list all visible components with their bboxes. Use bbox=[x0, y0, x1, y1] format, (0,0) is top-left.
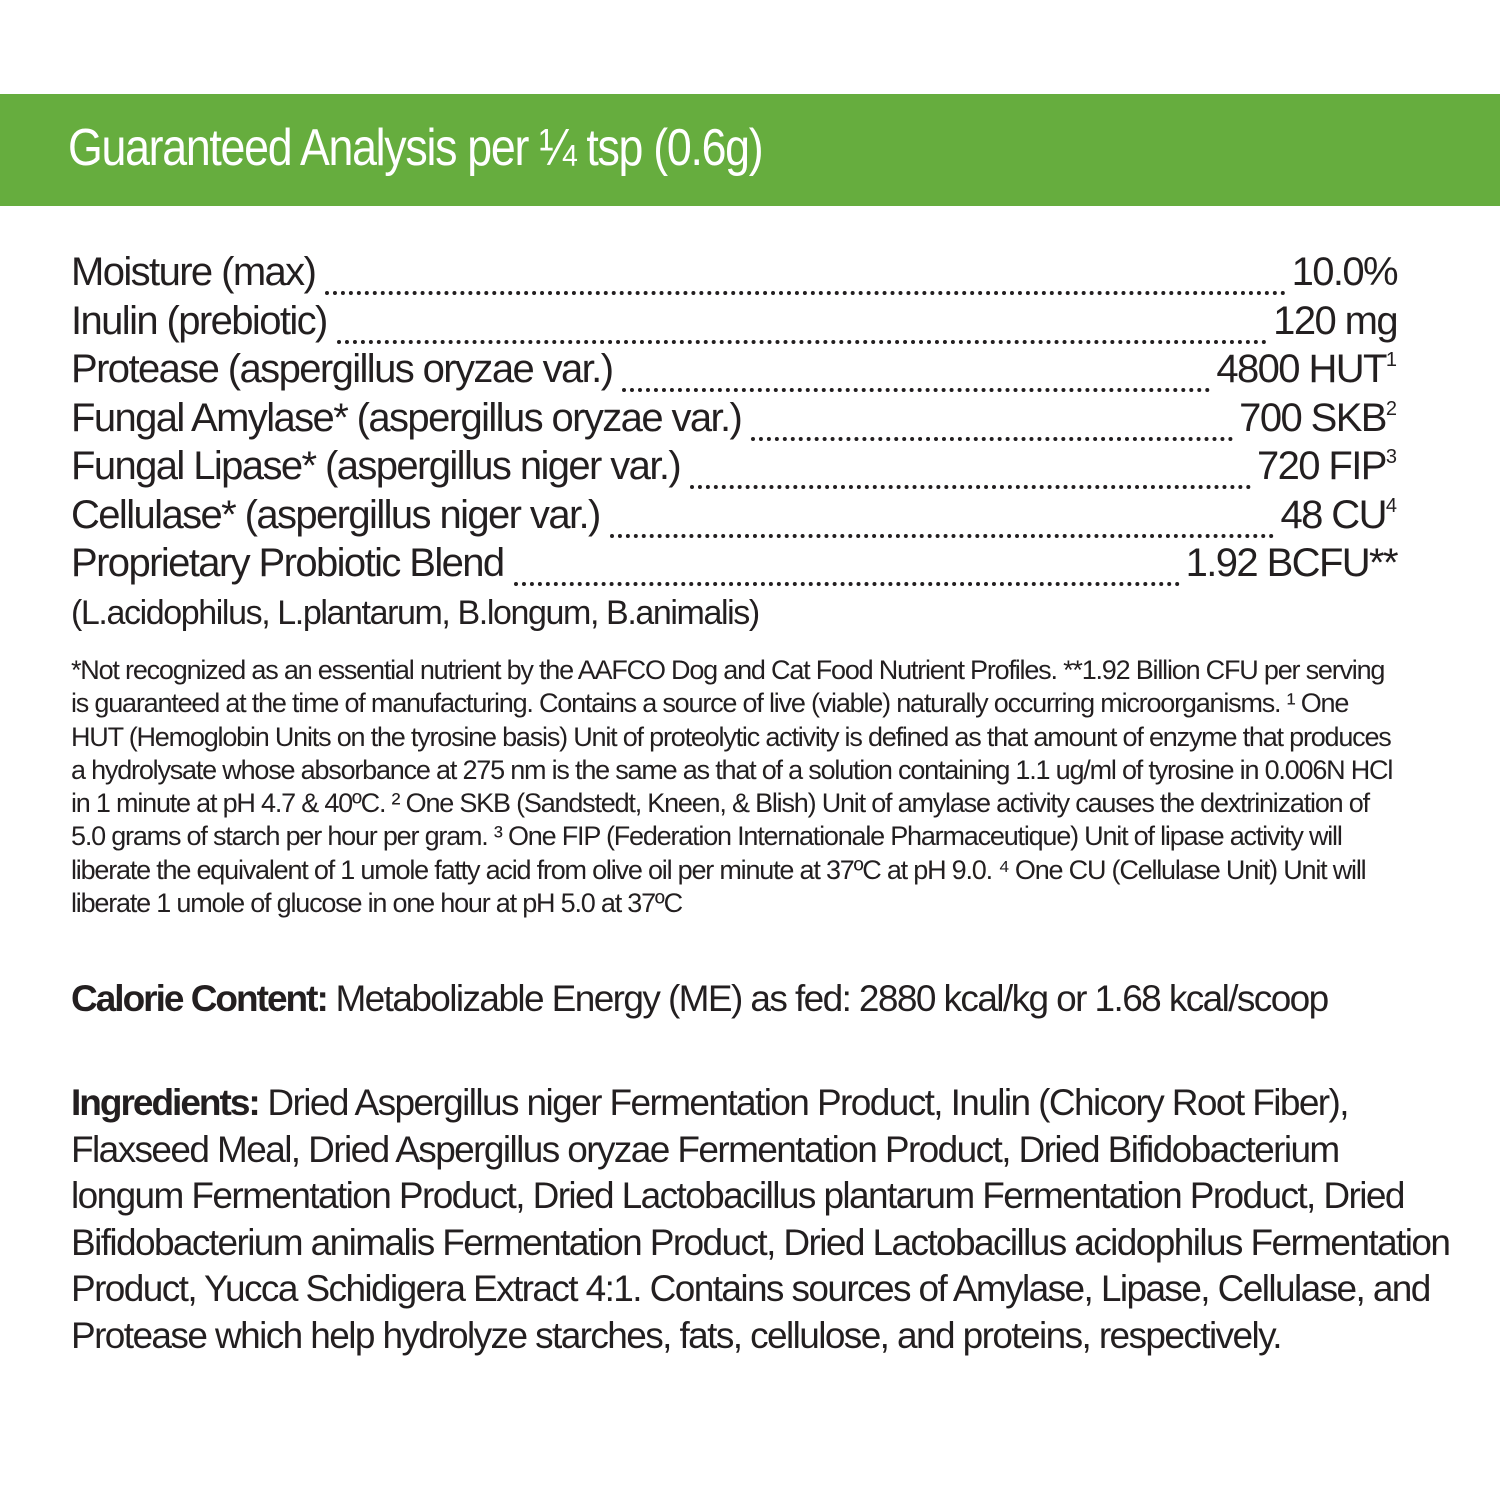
row-value: 4800 HUT$^1$ bbox=[1216, 347, 1397, 391]
row-label: Proprietary Probiotic Blend bbox=[71, 541, 504, 585]
row-value: 48 $CU^4$ bbox=[1280, 492, 1397, 537]
analysis-row bbox=[71, 396, 1397, 445]
dot-leader bbox=[622, 348, 1210, 392]
row-label: Protease (aspergillus oryzae var.) bbox=[71, 347, 613, 391]
analysis-table bbox=[71, 250, 1397, 636]
row-value: 720 FIP$^3$ bbox=[1256, 444, 1397, 488]
dot-leader bbox=[325, 251, 1285, 295]
dot-leader bbox=[514, 542, 1180, 586]
calorie-text: Metabolizable Energy (ME) as fed: 2880 kcal/kg or 1.68 kcal/scoop bbox=[326, 978, 1328, 1019]
footnote-text: *Not recognized as an essential nutrient by the AAFCO Dog and Cat Food Nutrient Profiles. **1.92 Billion CFU per serving is guaranteed at the time of manufacturing. Contains a source of live (viable) naturally occurring microorganisms. ¹ One HUT (Hemoglobin Units on the tyrosine basis) Unit of proteolytic activity is defined as that amount of enzyme that produces a hydrolysate whose absorbance at 275 nm is the same as that of a solution containing 1.1 ug/ml of tyrosine in 0.006N HCl in 1 minute at pH 4.7 & 40ºC. ² One SKB (Sandstedt, Kneen, & Blish) Unit of amylase activity causes the dextrinization of 5.0 grams of starch per hour per gram. ³ One FIP (Federation Internationale Pharmaceutique) Unit of lipase activity will liberate the equivalent of 1 umole fatty acid from olive oil per minute at 37ºC at pH 9.0. ⁴ One CU (Cellulase Unit) Unit will liberate 1 umole of glucose in one hour at pH 5.0 at 37ºC bbox=[71, 655, 1393, 919]
analysis-row bbox=[71, 493, 1397, 542]
row-value: 10.0% bbox=[1291, 250, 1397, 294]
row-label: Moisture (max) bbox=[71, 250, 316, 294]
dot-leader bbox=[690, 445, 1251, 489]
calorie-content bbox=[71, 978, 1451, 1020]
analysis-row bbox=[71, 250, 1397, 299]
row-value: 120 mg bbox=[1273, 298, 1397, 343]
dot-leader bbox=[751, 397, 1233, 441]
dot-leader bbox=[610, 494, 1275, 538]
calorie-label: Calorie Content: bbox=[71, 978, 327, 1019]
row-label: Inulin (prebiotic) bbox=[71, 298, 327, 343]
ingredients-text: Dried Aspergillus niger Fermentation Product, Inulin (Chicory Root Fiber), Flaxseed Meal, Dried Aspergillus oryzae Fermentation Product, Dried Bifidobacterium longum Fermentation Product, Dried Lactobacillus plantarum Fermentation Product, Dried Bifidobacterium animalis Fermentation Product, Dried Lactobacillus acidophilus Fermentation Product, Yucca Schidigera Extract 4:1. Contains sources of Amylase, Lipase, Cellulase, and Protease which help hydrolyze starches, fats, cellulose, and proteins, respectively. bbox=[71, 1082, 1450, 1356]
dot-leader bbox=[337, 300, 1267, 344]
row-value: 700 SKB$^2$ bbox=[1239, 395, 1397, 440]
row-label: Fungal Lipase* (aspergillus niger var.) bbox=[71, 444, 681, 488]
page-title: Guaranteed Analysis per ¼ tsp (0.6g) bbox=[68, 119, 763, 177]
row-value: 1.92 BCFU** bbox=[1185, 541, 1397, 585]
analysis-row bbox=[71, 347, 1397, 396]
analysis-row bbox=[71, 444, 1397, 493]
ingredients-list bbox=[71, 1080, 1451, 1359]
row-label: Fungal Amylase* (aspergillus oryzae var.) bbox=[71, 395, 742, 440]
header-banner bbox=[0, 94, 1500, 206]
ingredients-label: Ingredients: bbox=[71, 1082, 259, 1123]
analysis-row bbox=[71, 299, 1397, 348]
analysis-row bbox=[71, 541, 1397, 590]
blend-detail: (L.acidophilus, L.plantarum, B.longum, B.animalis) bbox=[71, 593, 759, 632]
row-label: Cellulase* (aspergillus niger var.) bbox=[71, 492, 600, 537]
